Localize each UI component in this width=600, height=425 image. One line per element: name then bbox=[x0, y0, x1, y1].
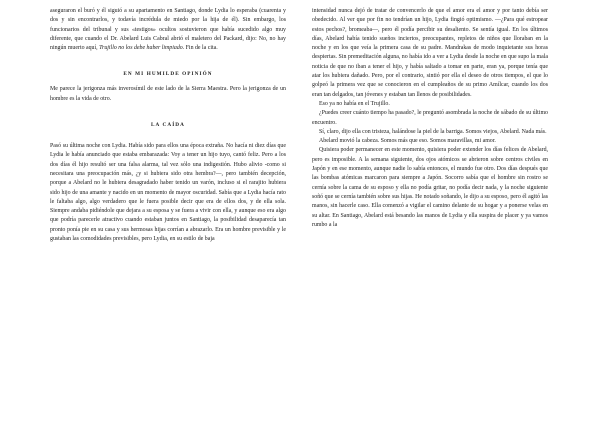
section-heading-opinion: EN MI HUMILDE OPINIÓN bbox=[123, 71, 213, 78]
paragraph: intensidad nunca dejó de tratar de convencerlo de que el amor era el amor y por tanto debía ser obedecido. Al ver que por fin no tendrían un hijo, Lydia fingió optimismo. —¿Para qué estropear estos pechos?, bromeaba—, pero él podía percibir su desaliento. Se sentía igual. En los últimos días, Abelard había tenido sueños inciertos, preocupantes, repletos de niños que lloraban en la noche y en los que veía la primera casa de su padre. Mandrakas de modo inquietante sus horas despiertas. Sin premeditación alguna, no había ido a ver a Lydia desde la noche en que supo la mala noticia de que no iban a tener el hijo, y había saltado a tomar en parte, eran ya, porque tenía que atar los hubiera dañado. Pero, por el contrario, sintió por ella el deseo de otros tiempos, el que lo golpeó la primera vez que se conocieron en el cumpleaños de su primo Amílcar, cuando los dos eran tan delgados, tan jóvenes y estaban tan llenos de posibilidades. bbox=[312, 8, 548, 98]
paragraph-text-end: Fin de la cita. bbox=[184, 45, 218, 52]
paragraph-text: aseguraron el buró y él siguió a su apartamento en Santiago, donde Lydia lo esperaba (cuarenta y dos y sin encontrarlos, y todavía incrédula de miedo por la hija de él). Sin embargo, los funcionarios del tribunal y sus «testigos» ocultos sostuvieron que había sucedido algo muy diferente, que cuando el Dr. Abelard Luis Cabral abrió el maletero del Packard, dijo: No, no hay ningún muerto aquí, bbox=[50, 8, 286, 52]
paragraph: Quisiera poder permanecer en este momento, quisiera poder extender los días felices de Abelard, pero es imposible. A la semana siguiente, dos ojos atómicos se abrieron sobre centros civiles en Japón y en ese momento, aunque nadie lo sabía entonces, el mundo fue otro. Dos días después que las bombas atómicas marcaron para siempre a Japón. Socorro sabía que el hombre sin rostro se cernía sobre la cama de su esposo y ella no podía gritar, no podía decir nada, y la noche siguiente soñó que se cernía también sobre sus hijas. He notado soñando, le dijo a su esposo, pero él agitó las manos, sin hacerle caso. Ella comenzó a vigilar el camino delante de su hogar y a ponerse velas en su altar. En Santiago, Abelard está besando las manos de Lydia y ella suspira de placer y ya vamos rumbo a la bbox=[312, 147, 548, 228]
paragraph-opinion: Me parece la jerigonza más inverosímil de este lado de la Sierra Maestra. Pero la jerigonza de un hombre es la vida de otro. bbox=[50, 86, 286, 102]
italic-quote: Trujillo no los debe haber limpiado. bbox=[99, 45, 185, 52]
left-page bbox=[50, 7, 286, 419]
paragraph bbox=[50, 7, 286, 53]
paragraph: Eso ya no había en el Trujillo. bbox=[319, 100, 390, 107]
paragraph-fall: Pasó su última noche con Lydia. Había sido para ellos una época extraña. No hacía ni diez días que Lydia le había anunciado que estaba embarazada: Voy a tener un hijo tuyo, cantó feliz. Pero a los dos días él hijo resultó ser una falsa alarma, tal vez sólo una indigestión. Hubo alivio -como si necesitara una preocupación más, ¿y si hubiera sido otra hembra?—, pero también decepción, porque a Abelard no le hubiera desagradado haber tenido un varón, incluso si el rarajito hubiera sido hijo de una amante y nacido en un momento de mayor oscuridad. Sabía que a Lydia hacía rato le faltaba algo, algo verdadero que le fuera posible decir que era de ellos dos, y de ella sola. Siempre andaba pidiéndole que dejara a su esposa y se fuera a vivir con ella, y aunque eso era algo que podría parecerle atractivo cuando estaban juntos en Santiago, la posibilidad desaparecía tan pronto ponía pie en su casa y sus hermosas hijas corrían a abrazarlo. Era un hombre previsible y le gustaban las comodidades previsibles, pero Lydia, en su estilo de baja bbox=[50, 143, 286, 243]
right-page bbox=[312, 7, 548, 419]
section-heading-fall: LA CAÍDA bbox=[150, 122, 186, 129]
paragraph: ¿Puedes creer cuánto tiempo ha pasado?, le preguntó asombrada la noche de sábado de su último encuentro. bbox=[312, 110, 548, 126]
paragraph: Abelard movió la cabeza. Somos más que eso. Somos maravillas, mi amor. bbox=[319, 138, 496, 145]
paragraph: Sí, claro, dijo ella con tristeza, halándose la piel de la barriga. Somos viejos, Abelard. Nada más. bbox=[319, 128, 547, 135]
